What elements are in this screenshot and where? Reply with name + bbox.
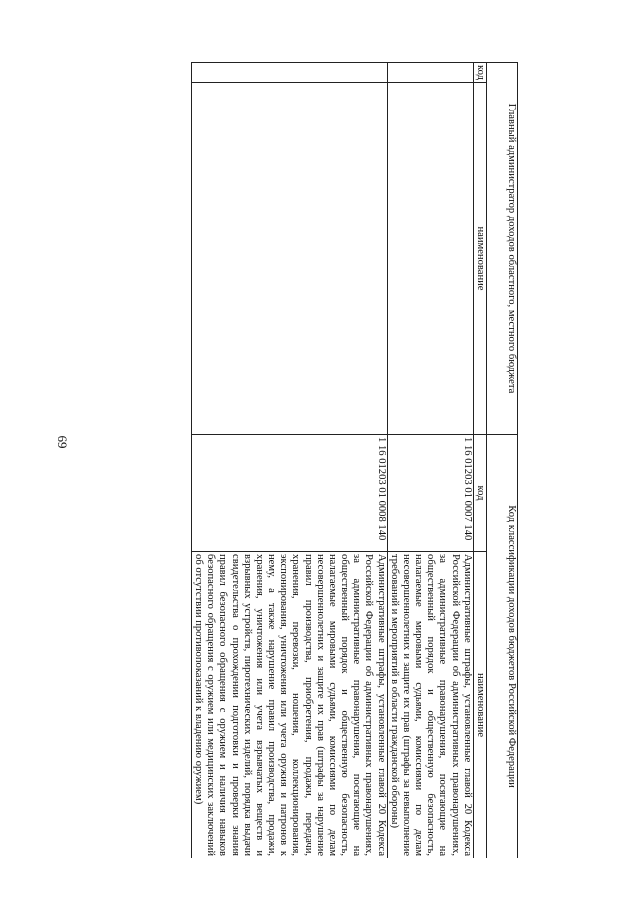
header-class-name: наименование xyxy=(473,552,486,858)
page-number: 69 xyxy=(55,435,70,449)
classification-code-cell: 1 16 01203 01 0007 140 xyxy=(387,435,473,552)
header-admin-name: наименование xyxy=(473,83,486,435)
table-row xyxy=(191,63,387,859)
admin-name-cell xyxy=(191,83,387,435)
admin-name-cell xyxy=(387,83,473,435)
revenue-classification-table xyxy=(191,62,518,858)
header-admin-code: код xyxy=(473,63,486,83)
header-admin-group: Главный администратор доходов областного, местного бюджета xyxy=(487,63,518,435)
classification-name-cell: Административные штрафы, установленные главой 20 Кодекса Российской Федерации об административных правонарушениях, за административные правонарушения, посягающие на общественный порядок и общественную безопасность, налагаемые мировыми судьями, комиссиями по делам несовершеннолетних и защите их прав (штрафы за невыполнение требований и мероприятий в области гражданской обороны) xyxy=(387,552,473,858)
rotated-table-container xyxy=(98,62,518,858)
header-row-columns xyxy=(473,63,486,859)
rotated-page-area xyxy=(98,62,518,858)
admin-code-cell xyxy=(191,63,387,83)
header-row-groups xyxy=(487,63,518,859)
classification-code-cell: 1 16 01203 01 0008 140 xyxy=(191,435,387,552)
admin-code-cell xyxy=(387,63,473,83)
classification-name-cell: Административные штрафы, установленные главой 20 Кодекса Российской Федерации об административных правонарушениях, за административные правонарушения, посягающие на общественный порядок и общественную безопасность, налагаемые мировыми судьями, комиссиями по делам несовершеннолетних и защите их прав (штрафы за нарушение правил производства, приобретения, продажи, передачи, хранения, перевозки, ношения, коллекционирования, экспонирования, уничтожения или учета оружия и патронов к нему, а также нарушение правил производства, продажи, хранения, уничтожения или учета взрывчатых веществ и взрывных устройств, пиротехнических изделий, порядка выдачи свидетельства о прохождении подготовки и проверки знания правил безопасного обращения с оружием и наличия навыков безопасного обращения с оружием или медицинских заключений об отсутствии противопоказаний к владению оружием) xyxy=(191,552,387,858)
table-row xyxy=(387,63,473,859)
header-classification-group: Код классификации доходов бюджетов Российской Федерации xyxy=(487,435,518,858)
header-class-code: код xyxy=(473,435,486,552)
